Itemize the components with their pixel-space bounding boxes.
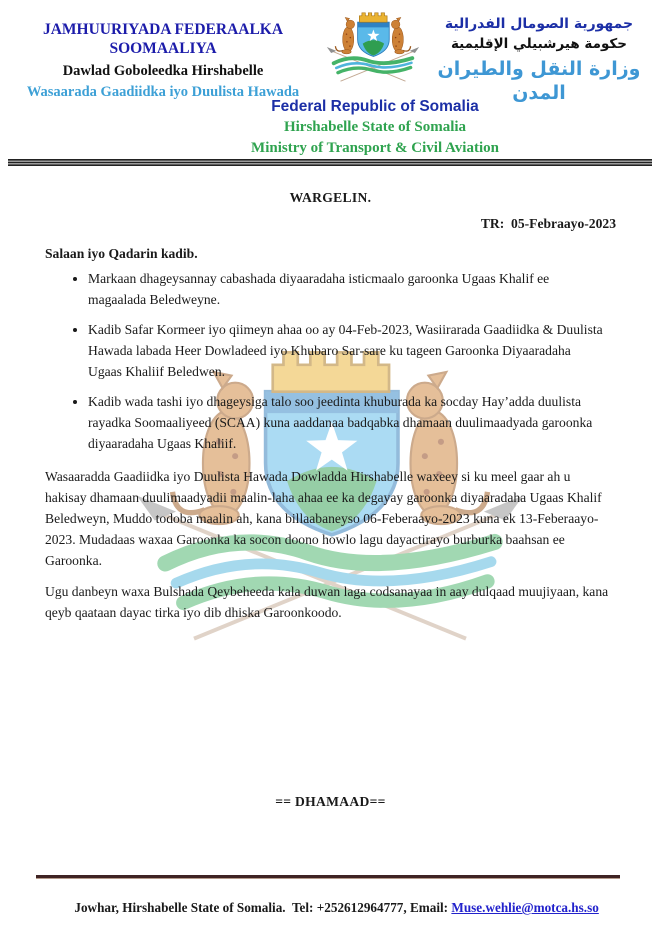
footer-email-link[interactable]: Muse.wehlie@motca.hs.so	[451, 900, 599, 915]
coat-of-arms-icon	[326, 9, 420, 91]
bullet-item: • Kadib wada tashi iyo dhageysiga talo soo jeedinta khuburada ka socday Hay’adda duulista rayadka Soomaaliyeed (SCAA) kuna aaddanaa badqabka dhamaan duulimaadyada garoonka diyaaradaha Ugaas Khaliif.	[88, 391, 616, 454]
state-name-somali: Dawlad Goboleedka Hirshabelle	[62, 62, 264, 79]
republic-name-somali: JAMHUURIYADA FEDERAALKA SOOMAALIYA	[42, 21, 284, 58]
header-divider	[8, 159, 652, 166]
header-left-block	[4, 20, 322, 101]
closing-line: == DHAMAAD==	[275, 794, 386, 809]
letter-title: WARGELIN.	[289, 190, 372, 205]
bullet-item: • Kadib Safar Kormeer iyo qiimeyn ahaa oo ay 04-Feb-2023, Wasiirarada Gaadiidka & Duulista Hawada labada Heer Dowladeed iyo Khubaro Sar-sare ku tageen Garoonka Diyaaradaha Ugaas Khaliif Beledwen.	[88, 319, 616, 382]
ministry-name-arabic: وزارة النقل والطيران المدن	[437, 57, 641, 105]
paragraph: Ugu danbeyn waxa Bulshada Qeybeheeda kala duwan laga codsanayaa in aay dulqaad muujiyaan, kana qeyb qaataan dayac tirka iyo dib dhiska Garoonkoodo.	[45, 584, 609, 620]
footer-contact	[0, 884, 660, 932]
ministry-name-somali: Wasaarada Gaadiidka iyo Duulista Hawada	[26, 83, 300, 100]
reference-date: TR: 05-Febraayo-2023	[480, 216, 616, 231]
paragraph: Wasaaradda Gaadiidka iyo Duulista Hawada Dowladda Hirshabelle waxeey si ku meel gaar ah u hakisay dhamaan duulimaadyadii maalin-laha ahaa ee ka degayay garoonka diyaaradaha Ugaas Khalif Beledweyn, Muddo todoba maalin ah, kana billaabaneyso 06-Feberaayo-2023 kuna ek 13-Feberaayo-2023. Mudadaas waxaa Garoonka ka socon doono howlo lagu dayactirayo burburka baahsan ee Garoonka.	[45, 469, 602, 568]
state-name-english: Hirshabelle State of Somalia	[283, 119, 467, 136]
state-name-arabic: حكومة هيرشبيلي الإقليمية	[450, 36, 627, 53]
header-arabic-block	[422, 15, 656, 106]
footer-address: Jowhar, Hirshabelle State of Somalia. Tel: +252612964777, Email:	[74, 900, 452, 915]
bullet-list	[45, 268, 616, 454]
salutation: Salaan iyo Qadarin kadib.	[45, 246, 198, 261]
republic-name-english: Federal Republic of Somalia	[271, 98, 479, 115]
republic-name-arabic: جمهورية الصومال الفدرالية	[444, 16, 634, 32]
bullet-item: • Markaan dhageysannay cabashada diyaaradaha isticmaalo garoonka Ugaas Khalif ee magaalada Beledweyne.	[88, 268, 616, 310]
header-english-block	[95, 97, 655, 158]
letter-body	[45, 187, 616, 812]
ministry-name-english: Ministry of Transport & Civil Aviation	[251, 139, 499, 156]
footer-divider	[36, 875, 620, 879]
